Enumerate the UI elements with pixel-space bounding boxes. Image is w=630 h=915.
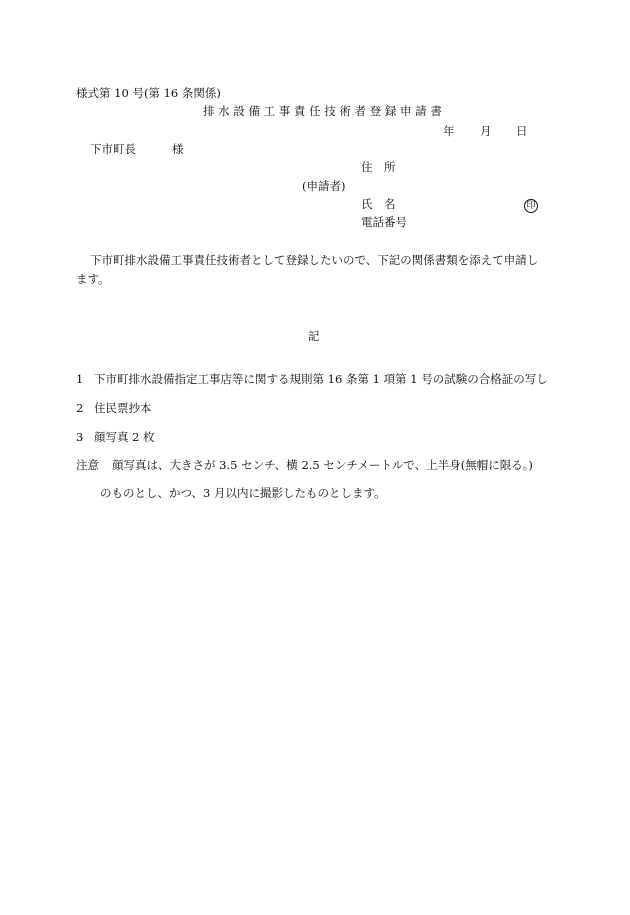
date-year-label: 年 xyxy=(443,124,455,138)
item-2-text: 住民票抄本 xyxy=(94,401,152,415)
address-label: 住 所 xyxy=(361,160,396,174)
item-2-number: 2 xyxy=(76,401,84,415)
form-number: 様式第 10 号(第 16 条関係) xyxy=(76,86,221,100)
note-line2: のものとし、かつ、3 月以内に撮影したものとします。 xyxy=(100,486,386,500)
item-3-number: 3 xyxy=(76,430,84,444)
seal-icon: 印 xyxy=(524,199,538,213)
name-label: 氏 名 xyxy=(361,197,396,211)
item-1-number: 1 xyxy=(76,372,84,386)
body-text-line1: 下市町排水設備工事責任技術者として登録したいので、下記の関係書類を添えて申請し xyxy=(90,253,539,267)
note-line1: 顔写真は、大きさが 3.5 センチ、横 2.5 センチメートルで、上半身(無帽に限る。) xyxy=(112,458,533,472)
addressee-honorific: 様 xyxy=(172,142,184,156)
seal-mark xyxy=(524,198,538,213)
phone-label: 電話番号 xyxy=(361,215,407,229)
item-3-text: 顔写真 2 枚 xyxy=(94,430,155,444)
note-label: 注意 xyxy=(76,458,99,472)
addressee-name: 下市町長 xyxy=(90,142,136,156)
date-month-label: 月 xyxy=(480,124,492,138)
date-day-label: 日 xyxy=(516,124,528,138)
item-1-text: 下市町排水設備指定工事店等に関する規則第 16 条第 1 項第 1 号の試験の合格証の写し xyxy=(94,372,548,386)
body-text-line2: ます。 xyxy=(76,272,110,286)
form-title: 排 水 設 備 工 事 責 任 技 術 者 登 録 申 請 書 xyxy=(203,104,442,118)
ki-heading: 記 xyxy=(308,329,320,343)
applicant-label: (申請者) xyxy=(302,179,346,193)
